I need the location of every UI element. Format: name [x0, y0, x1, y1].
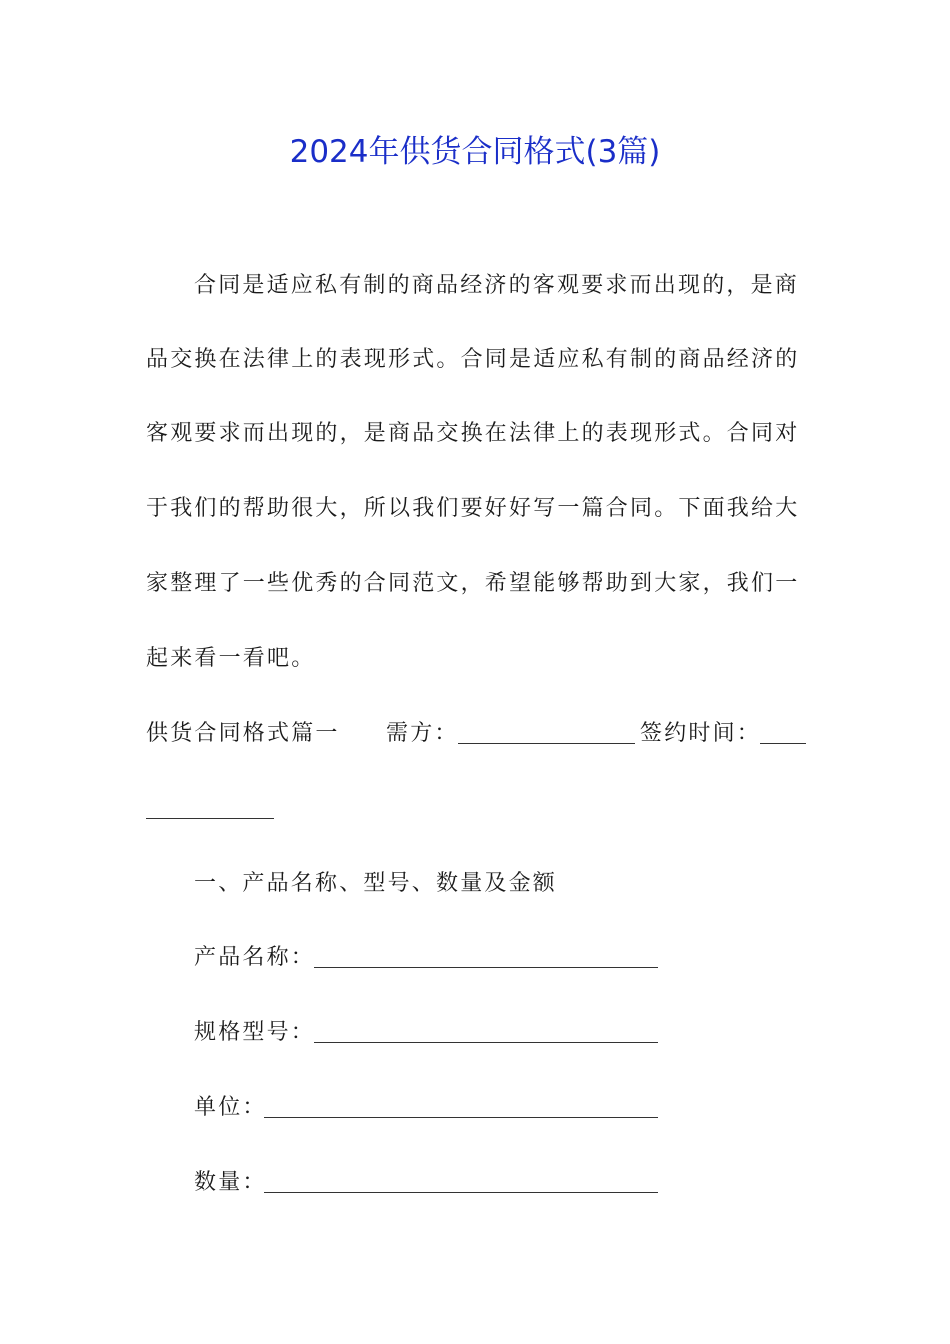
sign-time-blank[interactable] [760, 742, 806, 744]
quantity-blank[interactable] [264, 1191, 658, 1193]
intro-line-3: 客观要求而出现的，是商品交换在法律上的表现形式。合同对 [146, 421, 800, 446]
clause-1-title: 一、产品名称、型号、数量及金额 [194, 871, 558, 896]
intro-line-5: 家整理了一些优秀的合同范文，希望能够帮助到大家，我们一 [146, 571, 800, 596]
buyer-blank[interactable] [458, 742, 635, 744]
section-heading: 供货合同格式篇一 [146, 721, 340, 746]
product-name-label: 产品名称： [194, 945, 316, 970]
sign-time-label: 签约时间： [640, 721, 762, 746]
document-title: 2024年供货合同格式(3篇) [289, 134, 661, 170]
sign-time-blank-continued[interactable] [146, 817, 274, 819]
quantity-label: 数量： [194, 1170, 267, 1195]
buyer-label: 需方： [386, 721, 459, 746]
intro-line-2: 品交换在法律上的表现形式。合同是适应私有制的商品经济的 [146, 347, 800, 372]
intro-line-4: 于我们的帮助很大，所以我们要好好写一篇合同。下面我给大 [146, 496, 800, 521]
model-label: 规格型号： [194, 1020, 316, 1045]
buyer-row [386, 716, 459, 752]
sign-time-row [640, 716, 761, 752]
intro-line-6: 起来看一看吧。 [146, 646, 316, 671]
unit-label: 单位： [194, 1095, 267, 1120]
product-name-blank[interactable] [314, 966, 658, 968]
section-heading-row [146, 716, 340, 752]
model-blank[interactable] [314, 1041, 658, 1043]
intro-line-1: 合同是适应私有制的商品经济的客观要求而出现的，是商 [194, 273, 800, 298]
unit-blank[interactable] [264, 1116, 658, 1118]
